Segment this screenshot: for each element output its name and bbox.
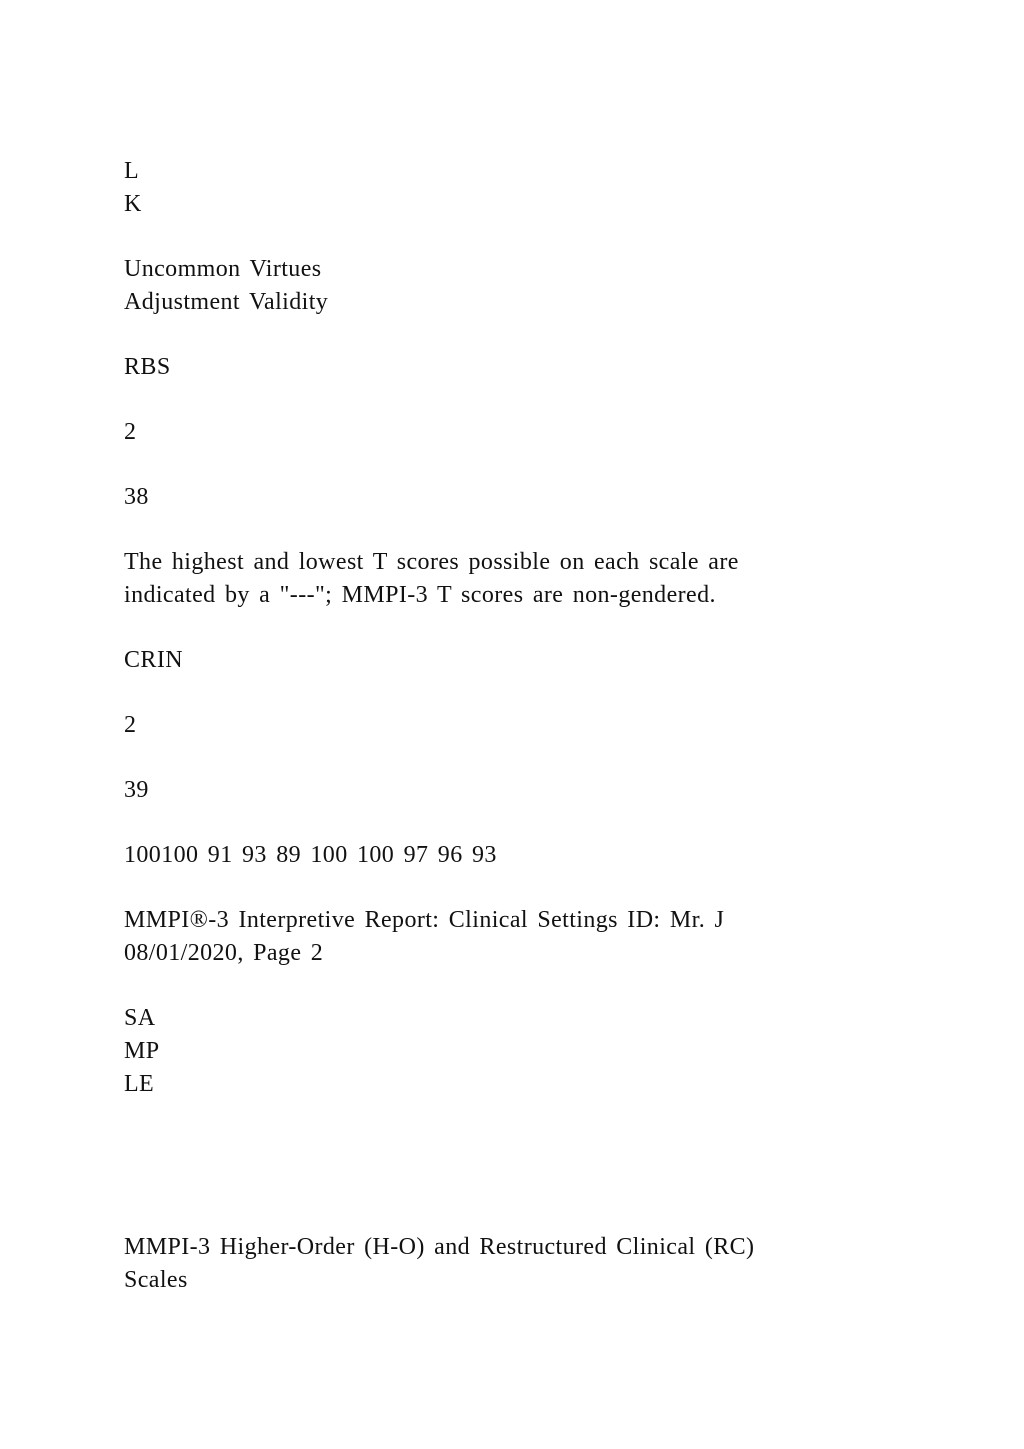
value-38: 38 — [124, 484, 149, 510]
section-heading — [124, 1231, 884, 1297]
value-39: 39 — [124, 777, 149, 803]
value-block — [124, 481, 884, 514]
value-block — [124, 774, 884, 807]
section-heading-line-2: Scales — [124, 1267, 188, 1293]
report-date-page: 08/01/2020, Page 2 — [124, 940, 324, 966]
value-2-first: 2 — [124, 419, 137, 445]
report-header — [124, 904, 884, 970]
t-score-values: 100100 91 93 89 100 100 97 96 93 — [124, 842, 497, 868]
scale-label-rbs: RBS — [124, 354, 171, 380]
scale-labels-sa-mp-le — [124, 1002, 884, 1101]
t-score-note-line-2: indicated by a "---"; MMPI-3 T scores are non-gendered. — [124, 582, 716, 608]
rbs-block — [124, 351, 884, 384]
scale-label-k: K — [124, 191, 142, 217]
document-page — [124, 155, 884, 1329]
t-score-note — [124, 546, 884, 612]
scale-label-mp: MP — [124, 1038, 160, 1064]
scale-label-le: LE — [124, 1071, 155, 1097]
value-block — [124, 709, 884, 742]
scale-label-crin: CRIN — [124, 647, 183, 673]
report-title: MMPI®-3 Interpretive Report: Clinical Settings ID: Mr. J — [124, 907, 725, 933]
value-2-second: 2 — [124, 712, 137, 738]
crin-block — [124, 644, 884, 677]
scale-descriptions — [124, 253, 884, 319]
scale-labels-lk — [124, 155, 884, 221]
scale-label-l: L — [124, 158, 140, 184]
value-block — [124, 416, 884, 449]
t-score-note-line-1: The highest and lowest T scores possible on each scale are — [124, 549, 739, 575]
uncommon-virtues-label: Uncommon Virtues — [124, 256, 322, 282]
score-row — [124, 839, 884, 872]
section-heading-line-1: MMPI-3 Higher-Order (H-O) and Restructured Clinical (RC) — [124, 1234, 755, 1260]
blank-spacer — [124, 1133, 884, 1199]
scale-label-sa: SA — [124, 1005, 156, 1031]
adjustment-validity-label: Adjustment Validity — [124, 289, 329, 315]
